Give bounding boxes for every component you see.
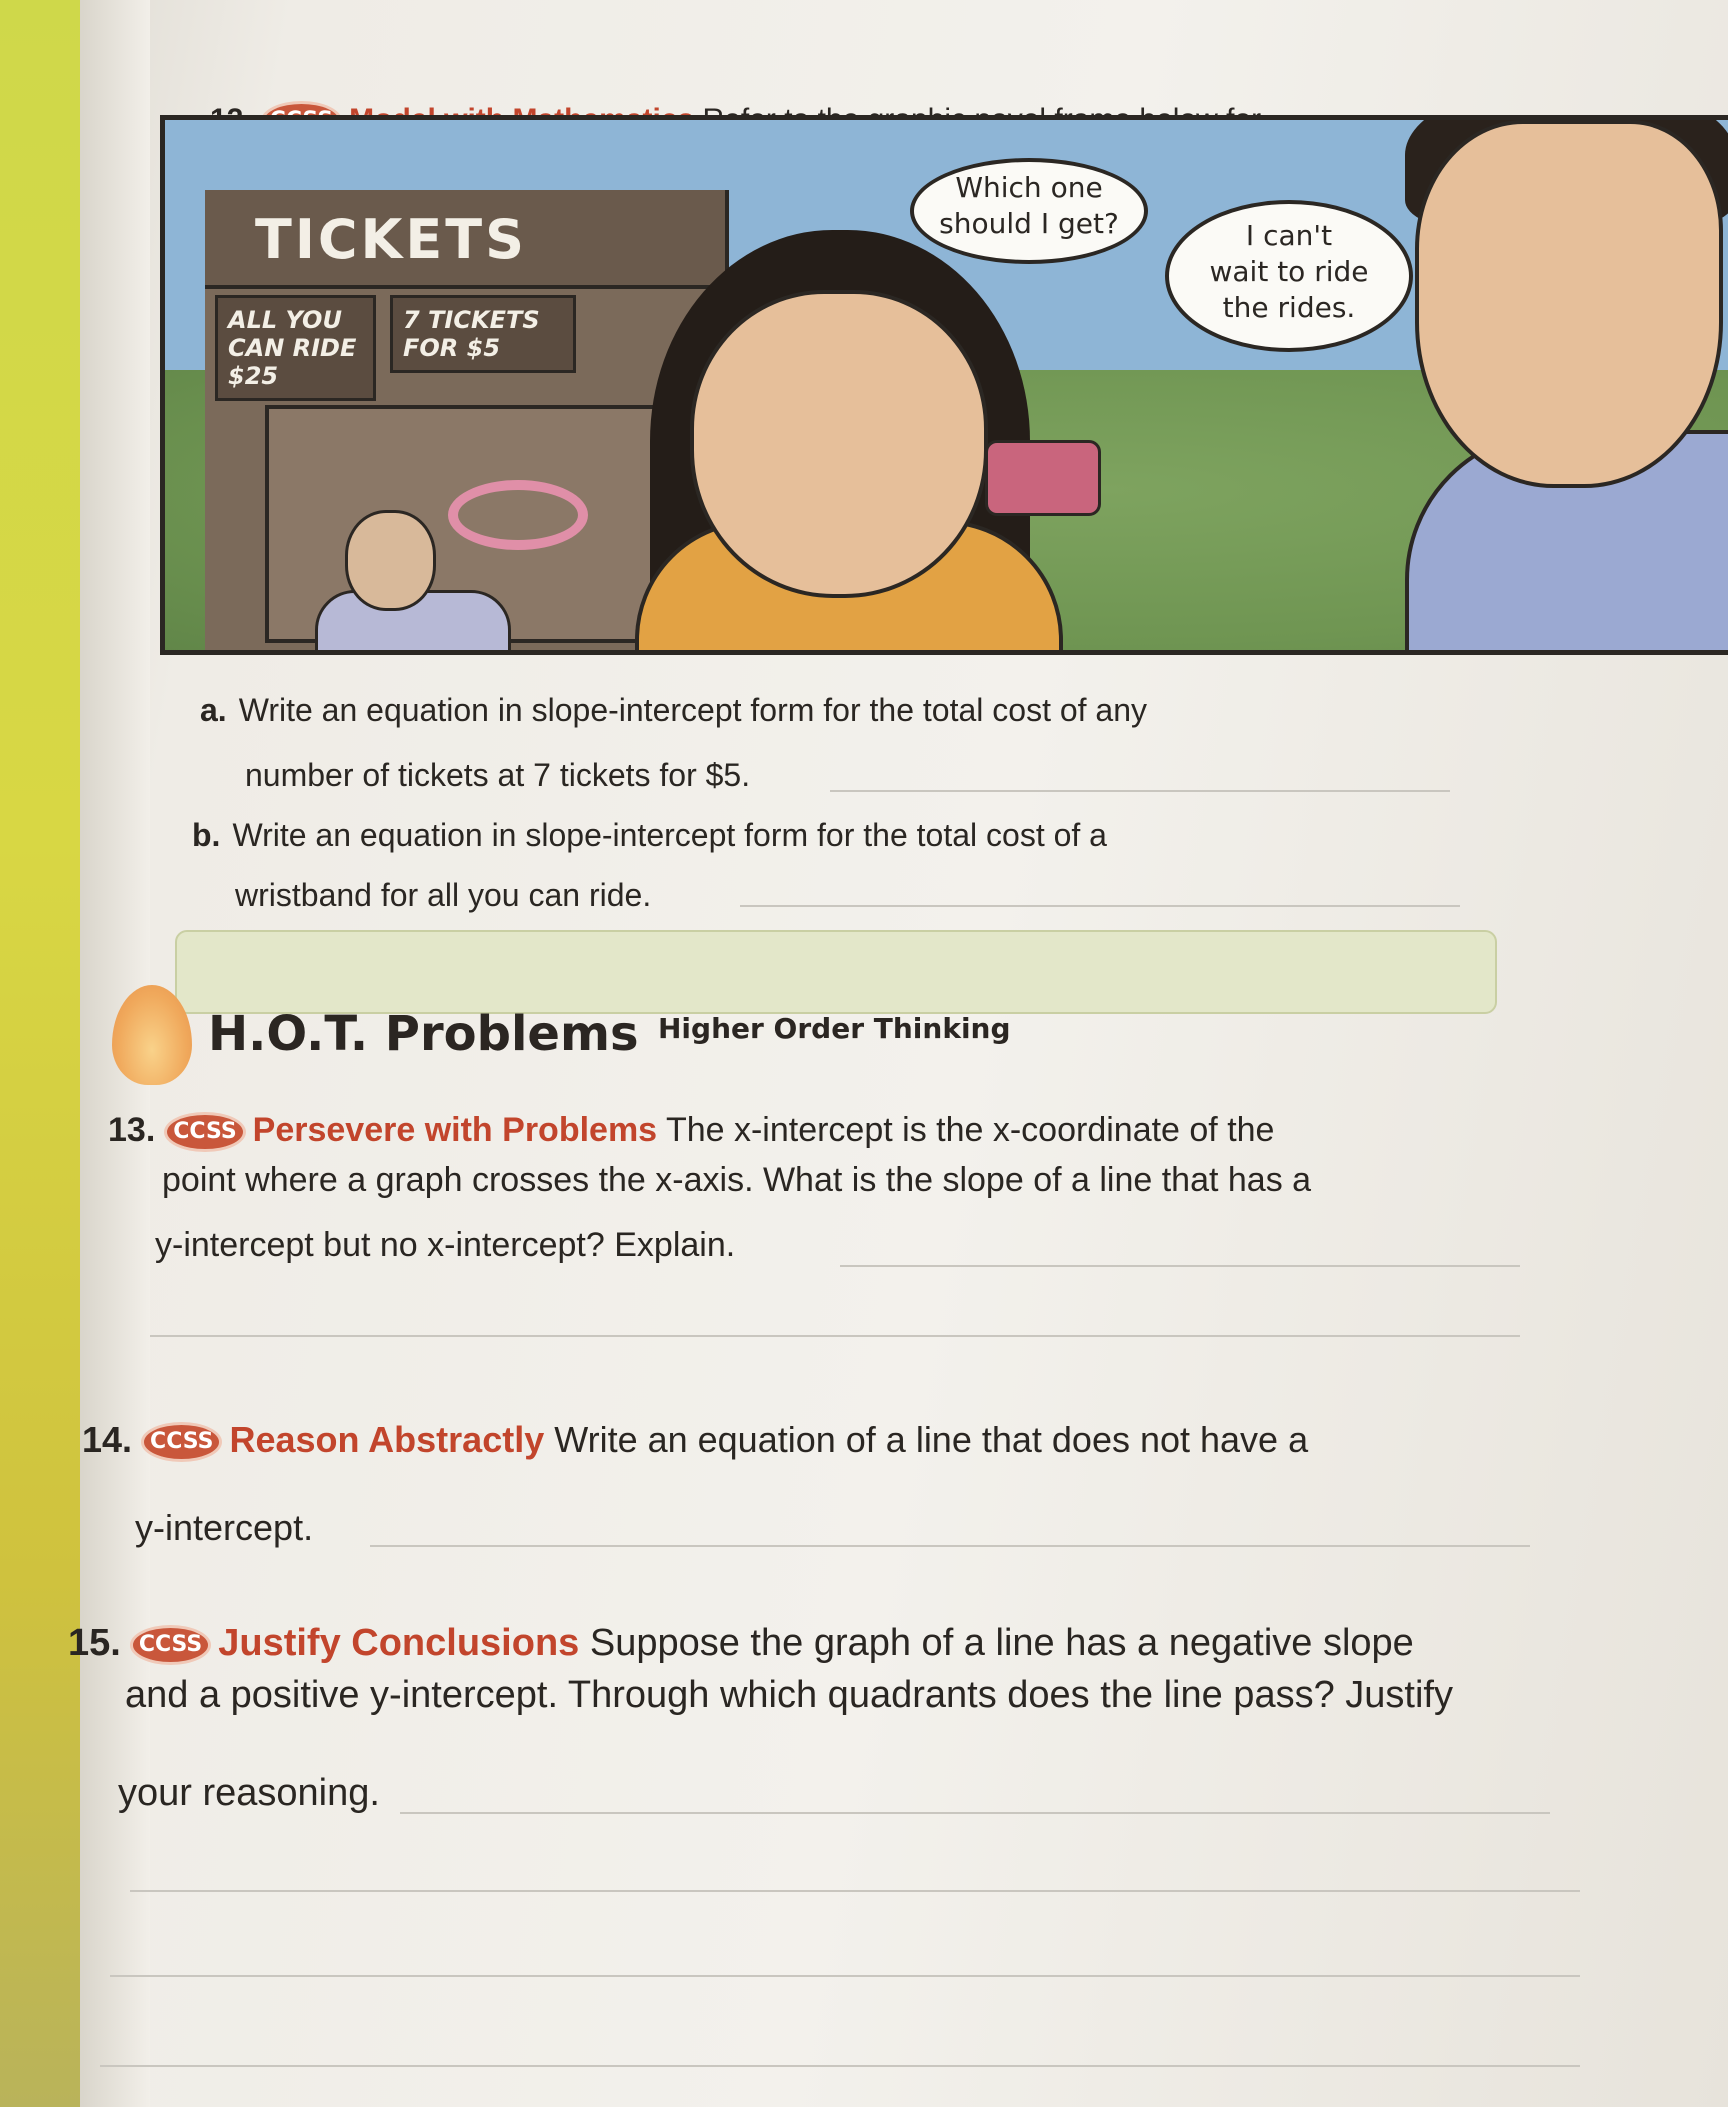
answer-line[interactable] [740,905,1460,907]
answer-line[interactable] [130,1890,1580,1892]
sign-text: ALL YOU [228,306,342,334]
problem-14-line2: y-intercept. [135,1507,314,1548]
part-label: b. [192,817,221,853]
boy-face [1415,120,1723,488]
sign-all-you-can-ride [215,295,376,401]
answer-line[interactable] [150,1335,1520,1337]
section-title: H.O.T. Problems [208,1006,639,1062]
answer-line[interactable] [830,790,1450,792]
problem-text: The x-intercept is the x-coordinate of the [665,1111,1275,1149]
sign-text: 7 TICKETS [403,306,540,334]
part-b-line2: wristband for all you can ride. [235,877,652,913]
thought-text: should I get? [939,207,1119,240]
problem-keyword: Reason Abstractly [229,1419,545,1460]
sign-text: CAN RIDE [228,334,357,362]
vendor-head [345,510,436,611]
part-a [200,690,1147,730]
booth-header [205,190,725,289]
ccss-badge-icon: CCSS [167,1115,242,1149]
answer-line[interactable] [100,2065,1580,2067]
sign-price: FOR $5 [403,334,501,362]
section-subtitle: Higher Order Thinking [658,1012,1011,1045]
problem-keyword: Persevere with Problems [252,1111,658,1149]
thought-text: Which one [955,171,1103,204]
problem-number: 15. [68,1622,121,1664]
sign-price: $25 [228,362,279,390]
problem-15 [68,1620,1414,1666]
girl-face [690,290,988,598]
speech-bubble [1165,200,1413,352]
part-label: a. [200,692,227,728]
answer-line[interactable] [110,1975,1580,1977]
answer-line[interactable] [840,1265,1520,1267]
sign-7-tickets [390,295,576,373]
answer-line[interactable] [370,1545,1530,1547]
page-edge-strip [0,0,80,2107]
problem-keyword: Justify Conclusions [218,1622,580,1664]
part-a-text: Write an equation in slope-intercept form for the total cost of any [238,692,1148,728]
problem-number: 13. [108,1111,156,1149]
problem-text: Write an equation of a line that does not have a [554,1419,1309,1460]
graphic-novel-frame [160,115,1728,655]
tickets-pile-icon [985,440,1101,516]
part-b [192,815,1107,855]
speech-text: wait to ride [1209,255,1369,288]
part-a-line2: number of tickets at 7 tickets for $5. [245,757,751,793]
part-b-text: Write an equation in slope-intercept form for the total cost of a [232,817,1107,853]
problem-text: Suppose the graph of a line has a negative slope [589,1622,1414,1664]
thought-bubble [910,158,1148,264]
problem-13 [108,1110,1274,1150]
ccss-badge-icon: CCSS [133,1628,208,1662]
answer-line[interactable] [400,1812,1550,1814]
ccss-badge-icon: CCSS [144,1425,219,1459]
speech-text: the rides. [1222,291,1356,324]
problem-13-line2: point where a graph crosses the x-axis. What is the slope of a line that has a [162,1161,1312,1199]
booth-title: TICKETS [255,208,528,271]
speech-text: I can't [1245,219,1333,252]
problem-14 [82,1420,1308,1460]
wristband-icon [448,480,588,550]
hot-banner [175,930,1497,1014]
problem-number: 14. [82,1419,133,1460]
problem-13-line3: y-intercept but no x-intercept? Explain. [155,1226,736,1264]
problem-15-line2: and a positive y-intercept. Through which quadrants does the line pass? Justify [125,1674,1453,1716]
problem-15-line3: your reasoning. [118,1772,380,1814]
